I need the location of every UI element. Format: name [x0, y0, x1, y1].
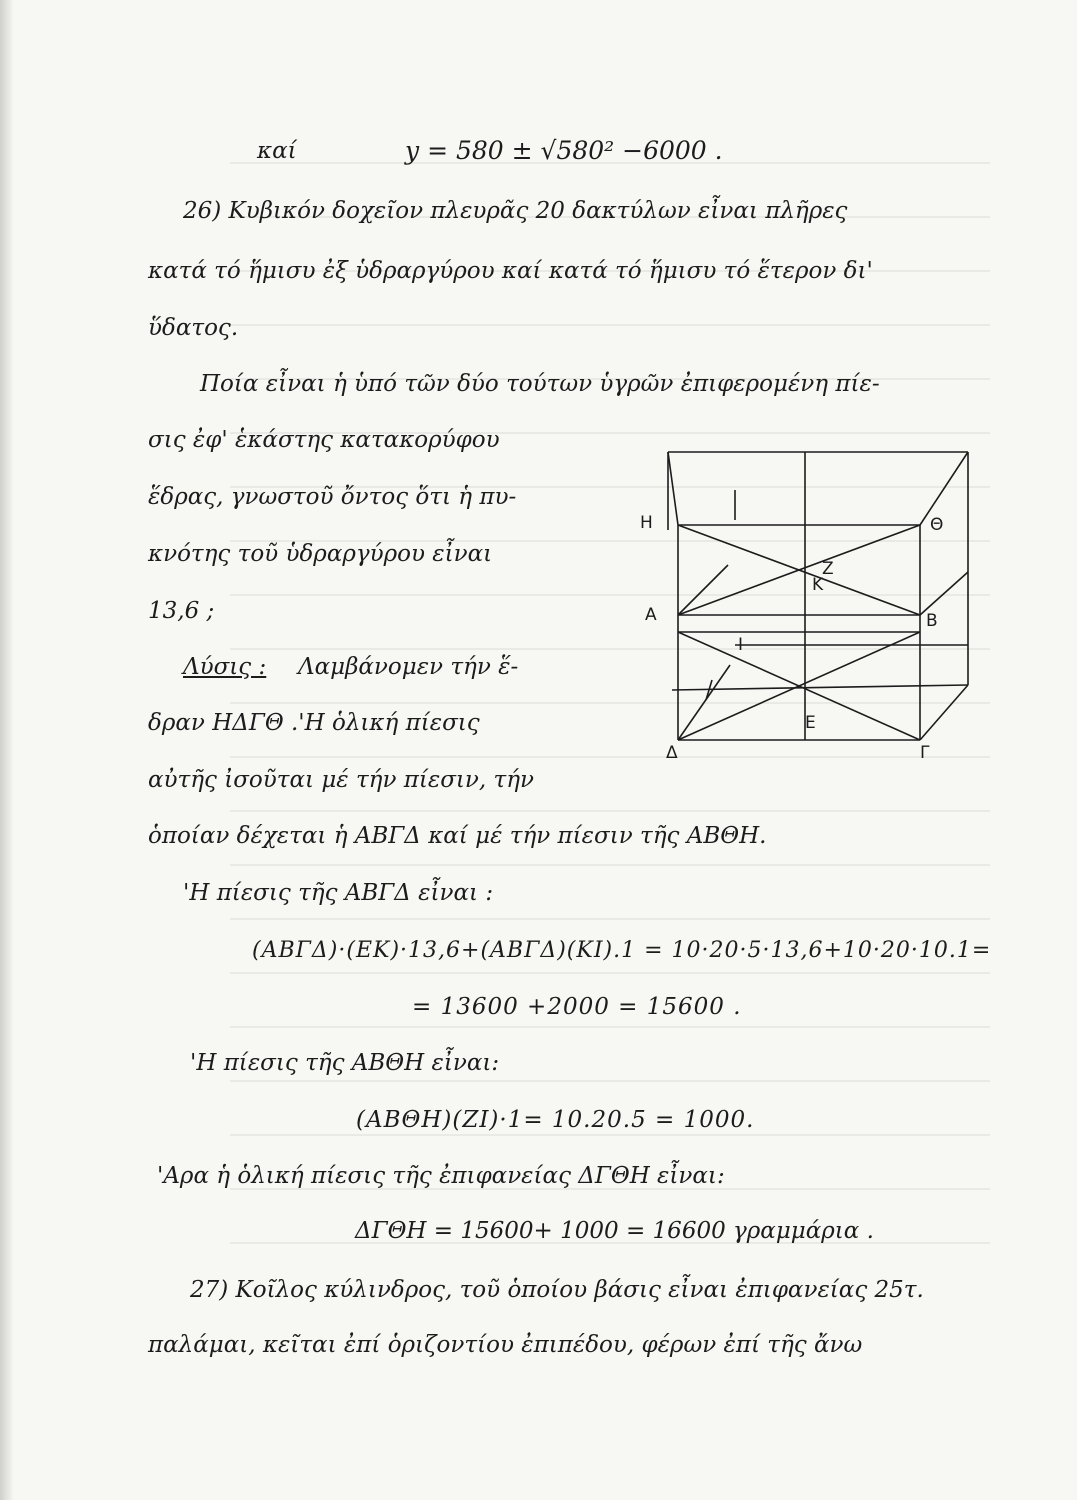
p27-line-1: 27) Κοῖλος κύλινδρος, τοῦ ὁποίου βάσις εἶναι ἐπιφανείας 25τ.: [190, 1277, 924, 1303]
p26-line-1: 26) Κυβικόν δοχεῖον πλευρᾶς 20 δακτύλων εἶναι πλῆρες: [183, 198, 848, 224]
solution-line-2: δραν ΗΔΓΘ .'Η ὁλική πίεσις: [148, 710, 480, 736]
eq-top-kai: καί: [257, 138, 297, 164]
solution-eq-4: ΔΓΘΗ = 15600+ 1000 = 16600 γραμμάρια .: [355, 1218, 874, 1244]
label-K: Κ: [812, 575, 824, 595]
p27-line-2: παλάμαι, κεῖται ἐπί ὁριζοντίου ἐπιπέδου, φέρων ἐπί τῆς ἄνω: [148, 1332, 863, 1358]
solution-line-4: ὁποίαν δέχεται ἡ ΑΒΓΔ καί μέ τήν πίεσιν τῆς ΑΒΘΗ.: [148, 823, 767, 849]
solution-line-1: Λαμβάνομεν τήν ἕ-: [298, 654, 519, 680]
mid-line: [678, 565, 728, 615]
label-Z: Ζ: [822, 559, 834, 579]
label-Theta: Θ: [930, 515, 944, 535]
label-I: Ι: [738, 635, 744, 655]
solution-line-3: αὐτῆς ἰσοῦται μέ τήν πίεσιν, τήν: [148, 767, 535, 793]
p26-line-2: κατά τό ἥμισυ ἐξ ὑδραργύρου καί κατά τό ἥμισυ τό ἕτερον δι': [148, 258, 873, 284]
solution-line-6: 'Η πίεσις τῆς ΑΒΘΗ εἶναι:: [190, 1050, 500, 1076]
cube-edge: [668, 452, 678, 525]
p26-line-3: ὕδατος.: [148, 315, 239, 341]
cube-edge: [920, 452, 968, 525]
eq-top-formula: y = 580 ± √580² −6000 .: [405, 136, 723, 165]
p26-line-5: σις ἐφ' ἑκάστης κατακορύφου: [148, 427, 500, 453]
p26-line-8: 13,6 ;: [148, 598, 215, 624]
solution-line-5: 'Η πίεσις τῆς ΑΒΓΔ εἶναι :: [183, 880, 494, 906]
label-B: Β: [926, 611, 938, 631]
page-spine-shadow: [0, 0, 14, 1500]
p26-line-6: ἕδρας, γνωστοῦ ὄντος ὅτι ἡ πυ-: [148, 484, 517, 510]
p26-line-4: Ποία εἶναι ἡ ὑπό τῶν δύο τούτων ὑγρῶν ἐπιφερομένη πίε-: [200, 371, 880, 397]
solution-eq-2: = 13600 +2000 = 15600 .: [412, 994, 742, 1020]
solution-eq-3: (ΑΒΘΗ)(ΖΙ)·1= 10.20.5 = 1000.: [356, 1107, 755, 1133]
label-A: Α: [645, 605, 657, 625]
mid-line: [920, 572, 968, 615]
p26-line-7: κνότης τοῦ ὑδραργύρου εἶναι: [148, 541, 493, 567]
cube-diagram: [630, 440, 1010, 770]
solution-eq-1: (ΑΒΓΔ)·(ΕΚ)·13,6+(ΑΒΓΔ)(ΚΙ).1 = 10·20·5·13,6+10·20·10.1=: [252, 938, 992, 963]
solution-label: Λύσις :: [183, 654, 267, 680]
label-E: Ε: [805, 713, 816, 733]
label-Delta: Δ: [666, 743, 678, 763]
cube-edge: [920, 685, 968, 740]
label-Gamma: Γ: [920, 743, 930, 763]
solution-line-7: 'Αρα ἡ ὁλική πίεσις τῆς ἐπιφανείας ΔΓΘΗ εἶναι:: [157, 1163, 725, 1189]
label-H: Η: [640, 513, 653, 533]
